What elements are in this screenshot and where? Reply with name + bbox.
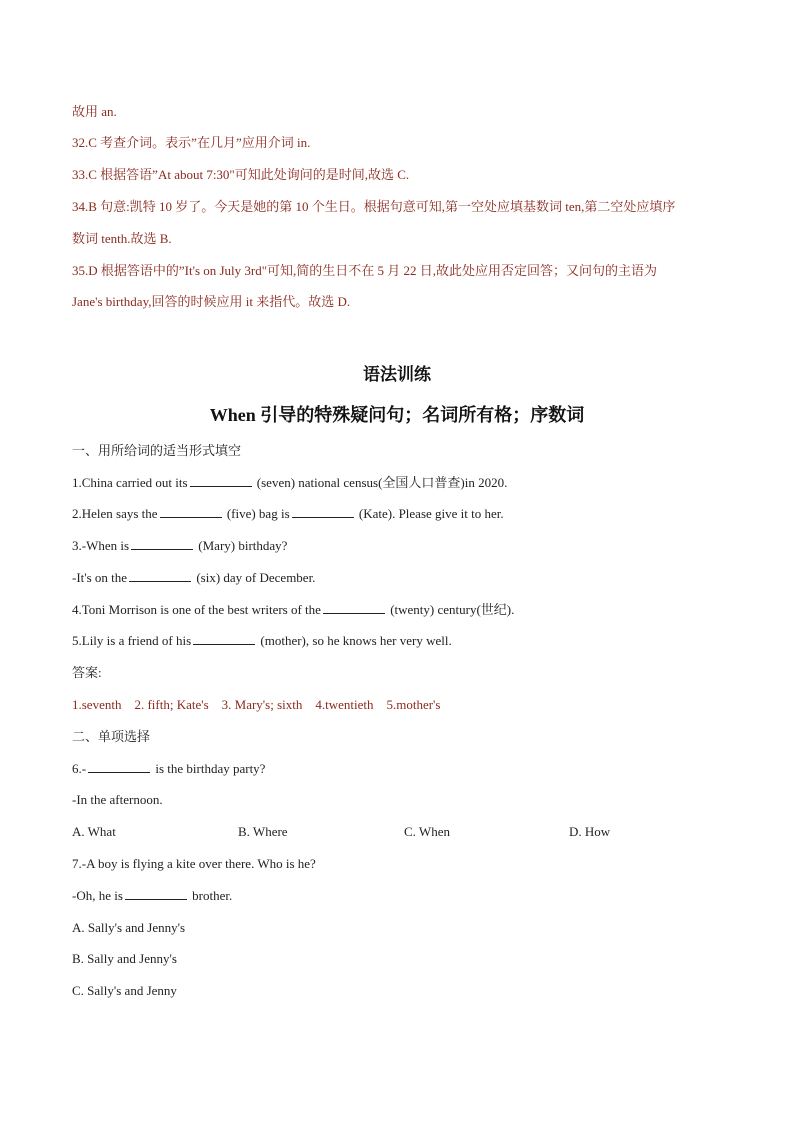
section-title: 语法训练 [363, 365, 431, 384]
option-a[interactable]: A. Sally's and Jenny's [72, 920, 186, 935]
explanation-32: 32.C 考查介词。表示”在几月”应用介词 in. [72, 135, 311, 150]
question-text: (five) bag is [223, 506, 290, 521]
question-3 [72, 537, 287, 555]
part2-heading: 二、单项选择 [72, 729, 151, 744]
explanation-35: 35.D 根据答语中的”It's on July 3rd"可知,简的生日不在 5 月 22 日,故此处应用否定回答；又问句的主语为 [72, 263, 658, 278]
explanation-35-cont: Jane's birthday,回答的时候应用 it 来指代。故选 D. [72, 294, 351, 309]
question-4 [72, 601, 514, 619]
question-text: -It's on the [72, 570, 128, 585]
option-c[interactable]: C. Sally's and Jenny [72, 983, 177, 998]
option-b[interactable]: B. Where [238, 824, 288, 839]
answer-blank[interactable] [125, 887, 187, 900]
question-3-reply [72, 569, 315, 587]
question-7-reply [72, 887, 232, 905]
part1-heading: 一、用所给词的适当形式填空 [72, 443, 242, 458]
explanation-line: 故用 an. [72, 104, 117, 119]
answer-blank[interactable] [323, 601, 385, 614]
answer-blank[interactable] [193, 632, 255, 645]
question-5 [72, 632, 452, 650]
question-text: 6.- [72, 761, 87, 776]
question-text: brother. [188, 888, 233, 903]
question-text: (Kate). Please give it to her. [355, 506, 504, 521]
answer-blank[interactable] [88, 760, 150, 773]
question-text: 3.-When is [72, 538, 130, 553]
answer-blank[interactable] [292, 505, 354, 518]
question-text: (Mary) birthday? [195, 538, 288, 553]
question-1 [72, 474, 507, 492]
question-2 [72, 505, 504, 523]
explanation-34-cont: 数词 tenth.故选 B. [72, 231, 172, 246]
question-text: (six) day of December. [193, 570, 316, 585]
question-text: 5.Lily is a friend of his [72, 633, 192, 648]
answer-blank[interactable] [131, 537, 193, 550]
question-6-reply: -In the afternoon. [72, 792, 163, 807]
section-subtitle: When 引导的特殊疑问句；名词所有格；序数词 [209, 405, 585, 425]
explanation-33: 33.C 根据答语”At about 7:30"可知此处询问的是时间,故选 C. [72, 167, 410, 182]
question-text: (twenty) century(世纪). [386, 602, 515, 617]
answer-blank[interactable] [129, 569, 191, 582]
question-6 [72, 760, 265, 778]
explanation-34: 34.B 句意:凯特 10 岁了。今天是她的第 10 个生日。根据句意可知,第一空处应填基数词 ten,第二空处应填序 [72, 199, 676, 214]
question-text: 1.China carried out its [72, 475, 188, 490]
answer-label: 答案: [72, 665, 102, 680]
question-text: is the birthday party? [152, 761, 266, 776]
option-b[interactable]: B. Sally and Jenny's [72, 951, 177, 966]
question-text: -Oh, he is [72, 888, 123, 903]
question-text: (mother), so he knows her very well. [257, 633, 452, 648]
question-7: 7.-A boy is flying a kite over there. Who is he? [72, 856, 316, 871]
question-text: (seven) national census(全国人口普查)in 2020. [253, 475, 508, 490]
answer-blank[interactable] [160, 505, 222, 518]
option-c[interactable]: C. When [404, 824, 450, 839]
question-text: 4.Toni Morrison is one of the best writers of the [72, 602, 321, 617]
question-text: 2.Helen says the [72, 506, 158, 521]
option-a[interactable]: A. What [72, 824, 116, 839]
answer-key: 1.seventh 2. fifth; Kate's 3. Mary's; sixth 4.twentieth 5.mother's [72, 697, 441, 712]
option-d[interactable]: D. How [569, 824, 611, 839]
answer-blank[interactable] [190, 474, 252, 487]
